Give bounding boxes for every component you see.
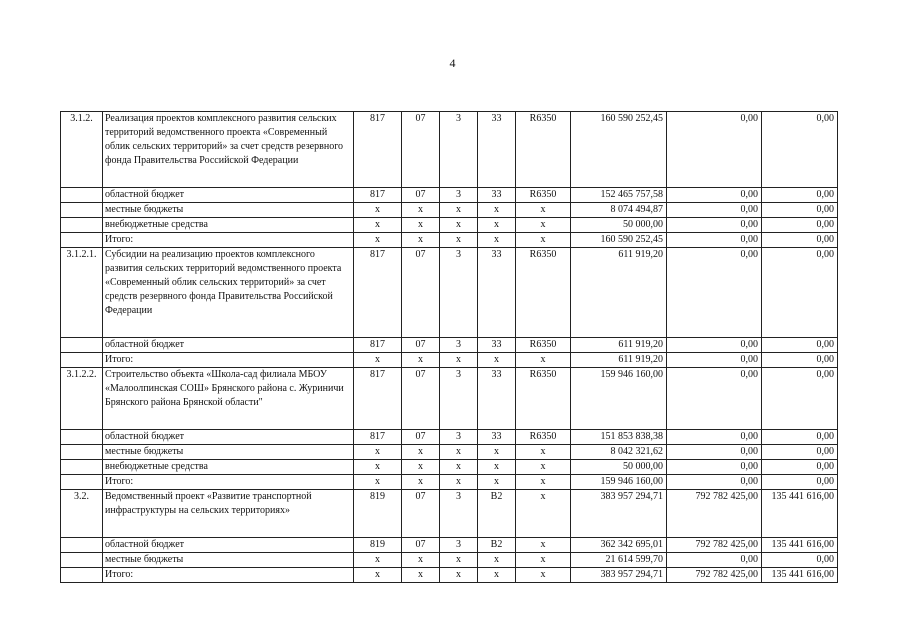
code-gr: 817 — [354, 430, 402, 445]
code-rz: 07 — [402, 248, 440, 338]
code-pr: 3 — [440, 112, 478, 188]
code-rz: x — [402, 353, 440, 368]
code-gr: x — [354, 203, 402, 218]
row-number: 3.1.2.1. — [61, 248, 103, 338]
code-vr: R6350 — [516, 188, 571, 203]
row-name: областной бюджет — [103, 538, 354, 553]
amount-year2: 0,00 — [667, 445, 762, 460]
row-number: 3.1.2.2. — [61, 368, 103, 430]
amount-year1: 611 919,20 — [571, 248, 667, 338]
code-rz: x — [402, 218, 440, 233]
amount-year3: 0,00 — [762, 445, 838, 460]
amount-year3: 135 441 616,00 — [762, 568, 838, 583]
code-gr: 817 — [354, 112, 402, 188]
table-row — [61, 112, 838, 188]
row-number — [61, 553, 103, 568]
code-pr: x — [440, 445, 478, 460]
table-row — [61, 233, 838, 248]
row-number — [61, 460, 103, 475]
amount-year3: 135 441 616,00 — [762, 538, 838, 553]
code-vr: R6350 — [516, 248, 571, 338]
row-name: областной бюджет — [103, 188, 354, 203]
table-row — [61, 248, 838, 338]
row-number — [61, 538, 103, 553]
table-row — [61, 490, 838, 538]
code-gr: x — [354, 445, 402, 460]
code-gr: 819 — [354, 538, 402, 553]
code-pr: 3 — [440, 490, 478, 538]
code-cs: В2 — [478, 538, 516, 553]
amount-year3: 0,00 — [762, 203, 838, 218]
code-rz: x — [402, 460, 440, 475]
table-row — [61, 218, 838, 233]
code-cs: 33 — [478, 338, 516, 353]
row-name: областной бюджет — [103, 430, 354, 445]
row-name: Строительство объекта «Школа-сад филиала МБОУ «Малоолпинская СОШ» Брянского района с. Журиничи Брянского района Брянской области" — [103, 368, 354, 430]
amount-year3: 0,00 — [762, 475, 838, 490]
table-row — [61, 338, 838, 353]
amount-year1: 21 614 599,70 — [571, 553, 667, 568]
code-pr: x — [440, 568, 478, 583]
amount-year1: 383 957 294,71 — [571, 490, 667, 538]
row-name: Итого: — [103, 353, 354, 368]
row-name: Итого: — [103, 475, 354, 490]
code-gr: x — [354, 568, 402, 583]
budget-table — [60, 111, 838, 583]
row-name: внебюджетные средства — [103, 460, 354, 475]
amount-year2: 0,00 — [667, 368, 762, 430]
amount-year1: 159 946 160,00 — [571, 475, 667, 490]
code-vr: x — [516, 203, 571, 218]
amount-year1: 151 853 838,38 — [571, 430, 667, 445]
code-cs: x — [478, 353, 516, 368]
amount-year2: 0,00 — [667, 553, 762, 568]
code-pr: x — [440, 460, 478, 475]
row-name: местные бюджеты — [103, 203, 354, 218]
row-name: Субсидии на реализацию проектов комплексного развития сельских территорий ведомственного проекта «Современный облик сельских территорий» за счет средств резервного фонда Правительства Российской Федерации — [103, 248, 354, 338]
row-number — [61, 445, 103, 460]
row-number — [61, 568, 103, 583]
row-number: 3.2. — [61, 490, 103, 538]
row-name: Итого: — [103, 233, 354, 248]
amount-year1: 8 074 494,87 — [571, 203, 667, 218]
code-pr: 3 — [440, 338, 478, 353]
code-pr: x — [440, 203, 478, 218]
row-number — [61, 233, 103, 248]
amount-year2: 792 782 425,00 — [667, 538, 762, 553]
amount-year1: 611 919,20 — [571, 353, 667, 368]
code-vr: x — [516, 538, 571, 553]
code-vr: x — [516, 553, 571, 568]
code-pr: 3 — [440, 248, 478, 338]
code-gr: x — [354, 553, 402, 568]
amount-year1: 50 000,00 — [571, 218, 667, 233]
amount-year2: 0,00 — [667, 460, 762, 475]
code-rz: x — [402, 568, 440, 583]
code-vr: R6350 — [516, 430, 571, 445]
code-pr: x — [440, 553, 478, 568]
row-name: областной бюджет — [103, 338, 354, 353]
row-name: местные бюджеты — [103, 553, 354, 568]
code-vr: x — [516, 475, 571, 490]
amount-year2: 0,00 — [667, 248, 762, 338]
code-gr: x — [354, 233, 402, 248]
code-cs: x — [478, 460, 516, 475]
code-pr: x — [440, 218, 478, 233]
code-cs: x — [478, 553, 516, 568]
table-row — [61, 538, 838, 553]
code-cs: В2 — [478, 490, 516, 538]
code-rz: 07 — [402, 188, 440, 203]
amount-year3: 0,00 — [762, 248, 838, 338]
code-vr: x — [516, 218, 571, 233]
table-row — [61, 203, 838, 218]
amount-year1: 159 946 160,00 — [571, 368, 667, 430]
row-number — [61, 430, 103, 445]
amount-year3: 0,00 — [762, 460, 838, 475]
amount-year2: 0,00 — [667, 353, 762, 368]
row-name: Итого: — [103, 568, 354, 583]
amount-year1: 362 342 695,01 — [571, 538, 667, 553]
code-gr: x — [354, 460, 402, 475]
code-pr: 3 — [440, 538, 478, 553]
code-cs: x — [478, 475, 516, 490]
amount-year2: 792 782 425,00 — [667, 490, 762, 538]
code-cs: 33 — [478, 368, 516, 430]
code-cs: 33 — [478, 112, 516, 188]
code-vr: x — [516, 490, 571, 538]
amount-year2: 0,00 — [667, 203, 762, 218]
code-gr: x — [354, 353, 402, 368]
code-pr: 3 — [440, 188, 478, 203]
amount-year2: 0,00 — [667, 188, 762, 203]
code-pr: x — [440, 353, 478, 368]
code-rz: 07 — [402, 112, 440, 188]
row-number — [61, 475, 103, 490]
code-pr: x — [440, 233, 478, 248]
code-vr: x — [516, 460, 571, 475]
amount-year2: 0,00 — [667, 233, 762, 248]
amount-year3: 0,00 — [762, 430, 838, 445]
code-rz: x — [402, 553, 440, 568]
code-pr: x — [440, 475, 478, 490]
table-row — [61, 368, 838, 430]
table-row — [61, 353, 838, 368]
row-name: местные бюджеты — [103, 445, 354, 460]
row-number: 3.1.2. — [61, 112, 103, 188]
table-body — [61, 112, 838, 583]
table-row — [61, 568, 838, 583]
code-vr: R6350 — [516, 112, 571, 188]
code-gr: x — [354, 218, 402, 233]
code-rz: x — [402, 475, 440, 490]
code-rz: x — [402, 203, 440, 218]
row-number — [61, 338, 103, 353]
row-number — [61, 188, 103, 203]
code-rz: 07 — [402, 338, 440, 353]
code-cs: 33 — [478, 188, 516, 203]
code-vr: R6350 — [516, 368, 571, 430]
amount-year2: 0,00 — [667, 218, 762, 233]
code-rz: x — [402, 233, 440, 248]
amount-year3: 0,00 — [762, 368, 838, 430]
code-rz: 07 — [402, 368, 440, 430]
amount-year1: 152 465 757,58 — [571, 188, 667, 203]
table-row — [61, 553, 838, 568]
row-number — [61, 203, 103, 218]
code-vr: R6350 — [516, 338, 571, 353]
code-rz: x — [402, 445, 440, 460]
row-name: Ведомственный проект «Развитие транспортной инфраструктуры на сельских территориях» — [103, 490, 354, 538]
code-cs: 33 — [478, 248, 516, 338]
table-row — [61, 475, 838, 490]
code-cs: x — [478, 218, 516, 233]
code-cs: 33 — [478, 430, 516, 445]
amount-year3: 0,00 — [762, 353, 838, 368]
table-row — [61, 460, 838, 475]
code-rz: 07 — [402, 490, 440, 538]
amount-year3: 0,00 — [762, 233, 838, 248]
amount-year3: 0,00 — [762, 553, 838, 568]
code-vr: x — [516, 233, 571, 248]
amount-year1: 611 919,20 — [571, 338, 667, 353]
code-cs: x — [478, 203, 516, 218]
amount-year1: 50 000,00 — [571, 460, 667, 475]
row-name: внебюджетные средства — [103, 218, 354, 233]
code-cs: x — [478, 445, 516, 460]
code-gr: x — [354, 475, 402, 490]
amount-year3: 0,00 — [762, 188, 838, 203]
code-rz: 07 — [402, 430, 440, 445]
row-number — [61, 218, 103, 233]
code-vr: x — [516, 353, 571, 368]
table-row — [61, 430, 838, 445]
amount-year2: 0,00 — [667, 475, 762, 490]
code-cs: x — [478, 233, 516, 248]
amount-year3: 135 441 616,00 — [762, 490, 838, 538]
amount-year1: 8 042 321,62 — [571, 445, 667, 460]
code-gr: 817 — [354, 338, 402, 353]
amount-year2: 0,00 — [667, 112, 762, 188]
amount-year3: 0,00 — [762, 218, 838, 233]
row-name: Реализация проектов комплексного развития сельских территорий ведомственного проекта «Современный облик сельских территорий» за счет средств резервного фонда Правительства Российской Федерации — [103, 112, 354, 188]
amount-year2: 792 782 425,00 — [667, 568, 762, 583]
code-pr: 3 — [440, 430, 478, 445]
code-gr: 817 — [354, 188, 402, 203]
row-number — [61, 353, 103, 368]
amount-year1: 160 590 252,45 — [571, 112, 667, 188]
code-cs: x — [478, 568, 516, 583]
amount-year3: 0,00 — [762, 338, 838, 353]
code-vr: x — [516, 445, 571, 460]
amount-year1: 160 590 252,45 — [571, 233, 667, 248]
amount-year2: 0,00 — [667, 338, 762, 353]
code-vr: x — [516, 568, 571, 583]
amount-year1: 383 957 294,71 — [571, 568, 667, 583]
amount-year2: 0,00 — [667, 430, 762, 445]
code-gr: 817 — [354, 368, 402, 430]
table-row — [61, 445, 838, 460]
code-rz: 07 — [402, 538, 440, 553]
amount-year3: 0,00 — [762, 112, 838, 188]
code-pr: 3 — [440, 368, 478, 430]
page-number: 4 — [449, 56, 456, 70]
code-gr: 819 — [354, 490, 402, 538]
table-row — [61, 188, 838, 203]
code-gr: 817 — [354, 248, 402, 338]
